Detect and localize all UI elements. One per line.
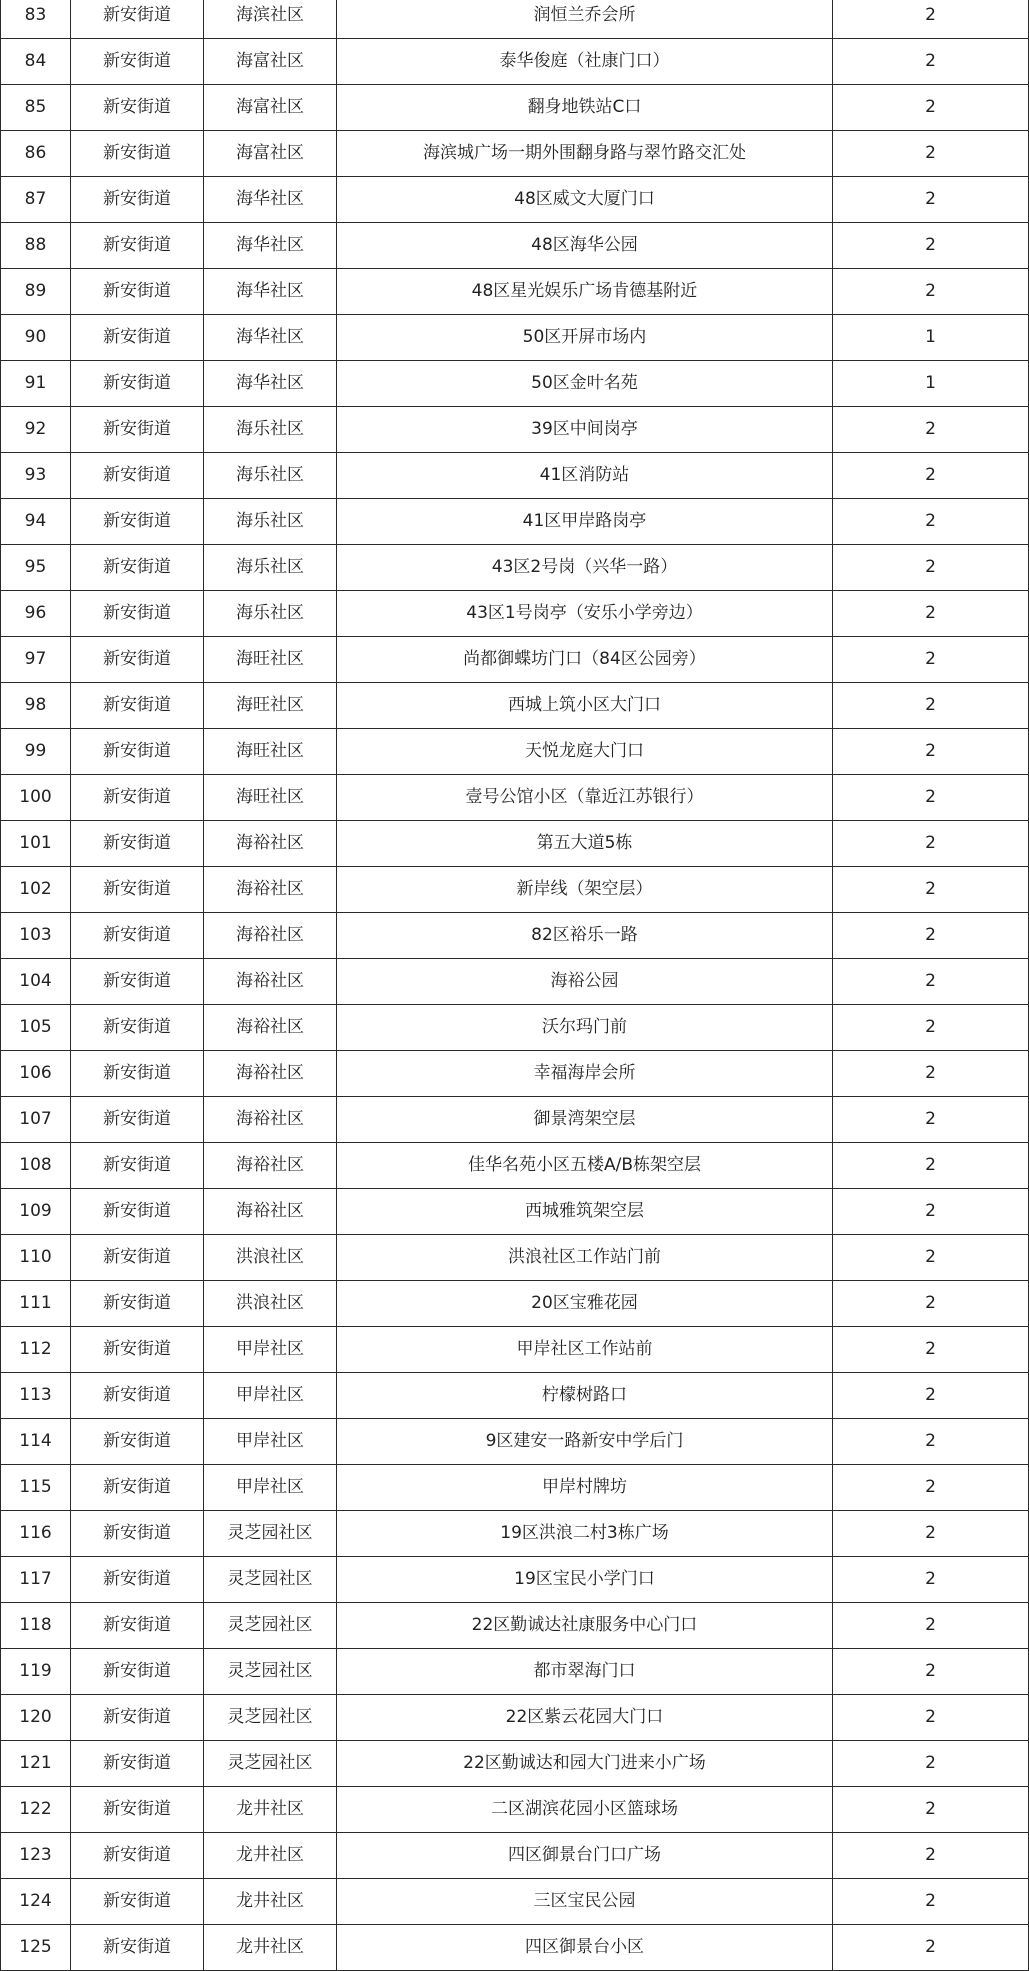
count-cell: 2 <box>833 1327 1029 1373</box>
community-cell: 甲岸社区 <box>204 1465 337 1511</box>
community-cell: 龙井社区 <box>204 1879 337 1925</box>
count-cell: 2 <box>833 177 1029 223</box>
count-cell: 2 <box>833 453 1029 499</box>
street-cell: 新安街道 <box>71 1419 204 1465</box>
table-row <box>1 1649 1029 1695</box>
count-cell: 2 <box>833 1097 1029 1143</box>
table-body <box>1 0 1029 1971</box>
street-cell: 新安街道 <box>71 1741 204 1787</box>
row-number-cell: 97 <box>1 637 71 683</box>
location-cell: 48区海华公园 <box>337 223 833 269</box>
row-number-cell: 88 <box>1 223 71 269</box>
street-cell: 新安街道 <box>71 1879 204 1925</box>
street-cell: 新安街道 <box>71 1281 204 1327</box>
count-cell: 2 <box>833 1373 1029 1419</box>
row-number-cell: 112 <box>1 1327 71 1373</box>
count-cell: 2 <box>833 1603 1029 1649</box>
row-number-cell: 116 <box>1 1511 71 1557</box>
count-cell: 2 <box>833 0 1029 39</box>
count-cell: 2 <box>833 269 1029 315</box>
row-number-cell: 106 <box>1 1051 71 1097</box>
table-row <box>1 223 1029 269</box>
street-cell: 新安街道 <box>71 1557 204 1603</box>
street-cell: 新安街道 <box>71 1511 204 1557</box>
location-cell: 48区威文大厦门口 <box>337 177 833 223</box>
location-cell: 22区勤诚达社康服务中心门口 <box>337 1603 833 1649</box>
row-number-cell: 115 <box>1 1465 71 1511</box>
location-cell: 都市翠海门口 <box>337 1649 833 1695</box>
location-cell: 三区宝民公园 <box>337 1879 833 1925</box>
row-number-cell: 83 <box>1 0 71 39</box>
community-cell: 龙井社区 <box>204 1925 337 1971</box>
street-cell: 新安街道 <box>71 867 204 913</box>
count-cell: 1 <box>833 361 1029 407</box>
row-number-cell: 101 <box>1 821 71 867</box>
street-cell: 新安街道 <box>71 1465 204 1511</box>
count-cell: 2 <box>833 729 1029 775</box>
table-row <box>1 1051 1029 1097</box>
location-cell: 四区御景台门口广场 <box>337 1833 833 1879</box>
street-cell: 新安街道 <box>71 131 204 177</box>
table-row <box>1 1465 1029 1511</box>
street-cell: 新安街道 <box>71 361 204 407</box>
row-number-cell: 121 <box>1 1741 71 1787</box>
street-cell: 新安街道 <box>71 39 204 85</box>
community-cell: 海裕社区 <box>204 867 337 913</box>
table-row <box>1 729 1029 775</box>
table-row <box>1 913 1029 959</box>
row-number-cell: 122 <box>1 1787 71 1833</box>
location-cell: 9区建安一路新安中学后门 <box>337 1419 833 1465</box>
table-row <box>1 1787 1029 1833</box>
community-cell: 海乐社区 <box>204 453 337 499</box>
community-cell: 灵芝园社区 <box>204 1603 337 1649</box>
row-number-cell: 108 <box>1 1143 71 1189</box>
community-cell: 灵芝园社区 <box>204 1511 337 1557</box>
row-number-cell: 110 <box>1 1235 71 1281</box>
row-number-cell: 113 <box>1 1373 71 1419</box>
count-cell: 2 <box>833 1143 1029 1189</box>
location-cell: 西城上筑小区大门口 <box>337 683 833 729</box>
row-number-cell: 125 <box>1 1925 71 1971</box>
row-number-cell: 92 <box>1 407 71 453</box>
count-cell: 2 <box>833 1419 1029 1465</box>
count-cell: 2 <box>833 1511 1029 1557</box>
location-cell: 壹号公馆小区（靠近江苏银行） <box>337 775 833 821</box>
location-cell: 39区中间岗亭 <box>337 407 833 453</box>
count-cell: 2 <box>833 637 1029 683</box>
location-cell: 四区御景台小区 <box>337 1925 833 1971</box>
location-cell: 22区紫云花园大门口 <box>337 1695 833 1741</box>
community-cell: 海华社区 <box>204 177 337 223</box>
community-cell: 甲岸社区 <box>204 1373 337 1419</box>
count-cell: 2 <box>833 591 1029 637</box>
location-cell: 洪浪社区工作站门前 <box>337 1235 833 1281</box>
street-cell: 新安街道 <box>71 499 204 545</box>
table-row <box>1 1741 1029 1787</box>
location-cell: 第五大道5栋 <box>337 821 833 867</box>
table-row <box>1 1603 1029 1649</box>
count-cell: 2 <box>833 1235 1029 1281</box>
street-cell: 新安街道 <box>71 821 204 867</box>
table-row <box>1 1557 1029 1603</box>
community-cell: 海裕社区 <box>204 1189 337 1235</box>
community-cell: 灵芝园社区 <box>204 1695 337 1741</box>
street-cell: 新安街道 <box>71 1695 204 1741</box>
table-row <box>1 1695 1029 1741</box>
community-cell: 甲岸社区 <box>204 1419 337 1465</box>
count-cell: 2 <box>833 821 1029 867</box>
count-cell: 2 <box>833 499 1029 545</box>
community-cell: 洪浪社区 <box>204 1281 337 1327</box>
count-cell: 2 <box>833 1833 1029 1879</box>
community-cell: 海旺社区 <box>204 683 337 729</box>
count-cell: 2 <box>833 913 1029 959</box>
street-cell: 新安街道 <box>71 1051 204 1097</box>
street-cell: 新安街道 <box>71 1235 204 1281</box>
table-row <box>1 361 1029 407</box>
row-number-cell: 100 <box>1 775 71 821</box>
street-cell: 新安街道 <box>71 1373 204 1419</box>
row-number-cell: 119 <box>1 1649 71 1695</box>
row-number-cell: 96 <box>1 591 71 637</box>
table-row <box>1 39 1029 85</box>
row-number-cell: 111 <box>1 1281 71 1327</box>
community-cell: 海富社区 <box>204 39 337 85</box>
table-row <box>1 867 1029 913</box>
street-cell: 新安街道 <box>71 223 204 269</box>
table-row <box>1 85 1029 131</box>
row-number-cell: 104 <box>1 959 71 1005</box>
community-cell: 海裕社区 <box>204 1005 337 1051</box>
community-cell: 海乐社区 <box>204 499 337 545</box>
community-cell: 海裕社区 <box>204 959 337 1005</box>
count-cell: 2 <box>833 683 1029 729</box>
street-cell: 新安街道 <box>71 1097 204 1143</box>
community-cell: 灵芝园社区 <box>204 1649 337 1695</box>
count-cell: 2 <box>833 1281 1029 1327</box>
street-cell: 新安街道 <box>71 1925 204 1971</box>
row-number-cell: 84 <box>1 39 71 85</box>
row-number-cell: 95 <box>1 545 71 591</box>
table-row <box>1 1879 1029 1925</box>
location-cell: 48区星光娱乐广场肯德基附近 <box>337 269 833 315</box>
street-cell: 新安街道 <box>71 637 204 683</box>
table-row <box>1 407 1029 453</box>
street-cell: 新安街道 <box>71 407 204 453</box>
location-cell: 泰华俊庭（社康门口） <box>337 39 833 85</box>
table-row <box>1 637 1029 683</box>
community-cell: 海裕社区 <box>204 1051 337 1097</box>
community-cell: 龙井社区 <box>204 1833 337 1879</box>
street-cell: 新安街道 <box>71 1005 204 1051</box>
location-cell: 41区甲岸路岗亭 <box>337 499 833 545</box>
location-cell: 43区2号岗（兴华一路） <box>337 545 833 591</box>
table-row <box>1 269 1029 315</box>
community-cell: 海旺社区 <box>204 775 337 821</box>
row-number-cell: 114 <box>1 1419 71 1465</box>
count-cell: 2 <box>833 1005 1029 1051</box>
community-cell: 海富社区 <box>204 131 337 177</box>
community-cell: 海乐社区 <box>204 407 337 453</box>
count-cell: 2 <box>833 1557 1029 1603</box>
community-cell: 海滨社区 <box>204 0 337 39</box>
street-cell: 新安街道 <box>71 683 204 729</box>
table-row <box>1 1281 1029 1327</box>
location-cell: 沃尔玛门前 <box>337 1005 833 1051</box>
table-row <box>1 1143 1029 1189</box>
community-cell: 海裕社区 <box>204 913 337 959</box>
count-cell: 2 <box>833 1051 1029 1097</box>
count-cell: 2 <box>833 1925 1029 1971</box>
row-number-cell: 123 <box>1 1833 71 1879</box>
row-number-cell: 118 <box>1 1603 71 1649</box>
table-row <box>1 545 1029 591</box>
table-row <box>1 1235 1029 1281</box>
community-cell: 海裕社区 <box>204 821 337 867</box>
community-cell: 海乐社区 <box>204 591 337 637</box>
community-cell: 甲岸社区 <box>204 1327 337 1373</box>
row-number-cell: 109 <box>1 1189 71 1235</box>
table-row <box>1 1373 1029 1419</box>
street-cell: 新安街道 <box>71 269 204 315</box>
street-cell: 新安街道 <box>71 1649 204 1695</box>
community-cell: 海华社区 <box>204 223 337 269</box>
location-cell: 20区宝雅花园 <box>337 1281 833 1327</box>
location-cell: 新岸线（架空层） <box>337 867 833 913</box>
location-cell: 天悦龙庭大门口 <box>337 729 833 775</box>
row-number-cell: 94 <box>1 499 71 545</box>
count-cell: 1 <box>833 315 1029 361</box>
location-cell: 海滨城广场一期外围翻身路与翠竹路交汇处 <box>337 131 833 177</box>
street-cell: 新安街道 <box>71 453 204 499</box>
location-cell: 22区勤诚达和园大门进来小广场 <box>337 1741 833 1787</box>
location-cell: 甲岸村牌坊 <box>337 1465 833 1511</box>
row-number-cell: 99 <box>1 729 71 775</box>
count-cell: 2 <box>833 131 1029 177</box>
street-cell: 新安街道 <box>71 1603 204 1649</box>
location-cell: 海裕公园 <box>337 959 833 1005</box>
table-row <box>1 1511 1029 1557</box>
table-row <box>1 821 1029 867</box>
location-cell: 翻身地铁站C口 <box>337 85 833 131</box>
table-row <box>1 1833 1029 1879</box>
count-cell: 2 <box>833 1879 1029 1925</box>
table-row <box>1 453 1029 499</box>
location-cell: 西城雅筑架空层 <box>337 1189 833 1235</box>
street-cell: 新安街道 <box>71 729 204 775</box>
row-number-cell: 117 <box>1 1557 71 1603</box>
street-cell: 新安街道 <box>71 315 204 361</box>
location-cell: 82区裕乐一路 <box>337 913 833 959</box>
row-number-cell: 91 <box>1 361 71 407</box>
table-row <box>1 683 1029 729</box>
street-cell: 新安街道 <box>71 959 204 1005</box>
location-cell: 43区1号岗亭（安乐小学旁边） <box>337 591 833 637</box>
community-cell: 海裕社区 <box>204 1143 337 1189</box>
community-cell: 海旺社区 <box>204 729 337 775</box>
table-row <box>1 1005 1029 1051</box>
location-cell: 50区开屏市场内 <box>337 315 833 361</box>
community-cell: 海华社区 <box>204 315 337 361</box>
count-cell: 2 <box>833 959 1029 1005</box>
row-number-cell: 98 <box>1 683 71 729</box>
table-row <box>1 959 1029 1005</box>
street-cell: 新安街道 <box>71 1327 204 1373</box>
location-cell: 尚都御蝶坊门口（84区公园旁） <box>337 637 833 683</box>
count-cell: 2 <box>833 407 1029 453</box>
row-number-cell: 93 <box>1 453 71 499</box>
location-cell: 佳华名苑小区五楼A/B栋架空层 <box>337 1143 833 1189</box>
location-cell: 50区金叶名苑 <box>337 361 833 407</box>
table-row <box>1 1327 1029 1373</box>
location-cell: 润恒兰乔会所 <box>337 0 833 39</box>
community-cell: 海乐社区 <box>204 545 337 591</box>
count-cell: 2 <box>833 85 1029 131</box>
location-cell: 19区宝民小学门口 <box>337 1557 833 1603</box>
location-cell: 二区湖滨花园小区篮球场 <box>337 1787 833 1833</box>
community-cell: 海旺社区 <box>204 637 337 683</box>
community-cell: 洪浪社区 <box>204 1235 337 1281</box>
table-row <box>1 1189 1029 1235</box>
row-number-cell: 85 <box>1 85 71 131</box>
row-number-cell: 124 <box>1 1879 71 1925</box>
location-cell: 柠檬树路口 <box>337 1373 833 1419</box>
street-cell: 新安街道 <box>71 1189 204 1235</box>
community-cell: 海富社区 <box>204 85 337 131</box>
street-cell: 新安街道 <box>71 545 204 591</box>
row-number-cell: 90 <box>1 315 71 361</box>
row-number-cell: 86 <box>1 131 71 177</box>
street-cell: 新安街道 <box>71 1143 204 1189</box>
table-row <box>1 177 1029 223</box>
location-cell: 41区消防站 <box>337 453 833 499</box>
row-number-cell: 107 <box>1 1097 71 1143</box>
table-row <box>1 1925 1029 1971</box>
row-number-cell: 87 <box>1 177 71 223</box>
community-cell: 海裕社区 <box>204 1097 337 1143</box>
count-cell: 2 <box>833 223 1029 269</box>
count-cell: 2 <box>833 1787 1029 1833</box>
location-cell: 御景湾架空层 <box>337 1097 833 1143</box>
community-cell: 海华社区 <box>204 361 337 407</box>
row-number-cell: 102 <box>1 867 71 913</box>
count-cell: 2 <box>833 1695 1029 1741</box>
count-cell: 2 <box>833 775 1029 821</box>
location-cell: 19区洪浪二村3栋广场 <box>337 1511 833 1557</box>
location-cell: 甲岸社区工作站前 <box>337 1327 833 1373</box>
street-cell: 新安街道 <box>71 775 204 821</box>
street-cell: 新安街道 <box>71 1787 204 1833</box>
street-cell: 新安街道 <box>71 913 204 959</box>
street-cell: 新安街道 <box>71 177 204 223</box>
count-cell: 2 <box>833 545 1029 591</box>
count-cell: 2 <box>833 1649 1029 1695</box>
location-cell: 幸福海岸会所 <box>337 1051 833 1097</box>
table-row <box>1 1419 1029 1465</box>
count-cell: 2 <box>833 1189 1029 1235</box>
street-cell: 新安街道 <box>71 85 204 131</box>
table-row <box>1 315 1029 361</box>
community-cell: 海华社区 <box>204 269 337 315</box>
community-cell: 灵芝园社区 <box>204 1741 337 1787</box>
table-row <box>1 1097 1029 1143</box>
count-cell: 2 <box>833 1465 1029 1511</box>
table-row <box>1 131 1029 177</box>
table-row <box>1 499 1029 545</box>
community-cell: 龙井社区 <box>204 1787 337 1833</box>
street-cell: 新安街道 <box>71 591 204 637</box>
count-cell: 2 <box>833 1741 1029 1787</box>
row-number-cell: 103 <box>1 913 71 959</box>
table-row <box>1 0 1029 39</box>
street-cell: 新安街道 <box>71 0 204 39</box>
row-number-cell: 105 <box>1 1005 71 1051</box>
street-cell: 新安街道 <box>71 1833 204 1879</box>
community-cell: 灵芝园社区 <box>204 1557 337 1603</box>
table-row <box>1 775 1029 821</box>
table-row <box>1 591 1029 637</box>
count-cell: 2 <box>833 39 1029 85</box>
row-number-cell: 89 <box>1 269 71 315</box>
count-cell: 2 <box>833 867 1029 913</box>
row-number-cell: 120 <box>1 1695 71 1741</box>
